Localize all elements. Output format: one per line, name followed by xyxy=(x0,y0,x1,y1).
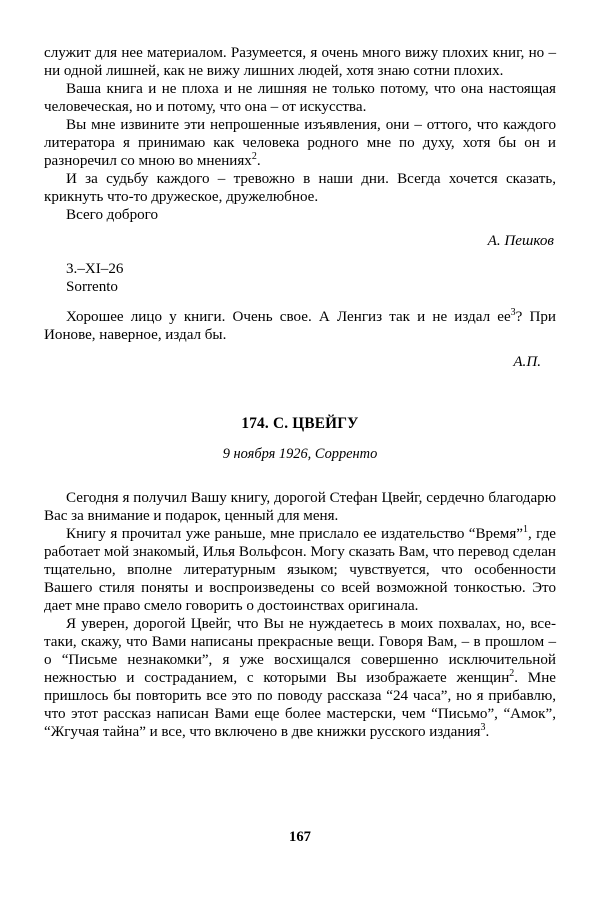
footnote-marker-3: 3 xyxy=(510,306,516,318)
paragraph-ya-uveren xyxy=(44,615,556,741)
signature-ap: А.П. xyxy=(513,353,541,370)
footnote-marker-2: 2 xyxy=(251,151,257,163)
page-number: 167 xyxy=(289,829,311,845)
letter-date: 3.–XI–26 xyxy=(66,260,124,277)
paragraph-text-a: Книгу я прочитал уже раньше, мне прислало ее издательство “Время” xyxy=(66,525,523,542)
paragraph-vsego-dobrogo: Всего доброго xyxy=(66,207,159,224)
section-dateline: 9 ноября 1926, Сорренто xyxy=(222,445,378,462)
paragraph-text: Вы мне извините эти непрошенные изъявления, они – оттого, что каждого литератора я принимаю как человека родного мне по духу, хотя бы он и разноречил со мною во мнениях xyxy=(44,117,556,170)
paragraph-i-za-sudbu: И за судьбу каждого – тревожно в наши дни. Всегда хочется сказать, крикнуть что-то дружеское, дружелюбное. xyxy=(44,171,556,206)
spacer-before-postscript xyxy=(44,296,556,308)
paragraph-knigu-ya-prochital xyxy=(44,525,556,615)
paragraph-vasha-kniga: Ваша книга и не плоха и не лишняя не только потому, что она настоящая человеческая, но и потому, что она – от искусства. xyxy=(44,81,556,116)
postscript-text-b: ? При Ионове, наверное, издал бы. xyxy=(44,308,556,343)
footnote-marker-3b: 3 xyxy=(480,722,486,734)
paragraph-segodnya: Сегодня я получил Вашу книгу, дорогой Стефан Цвейг, сердечно благодарю Вас за внимание и подарок, ценный для меня. xyxy=(44,489,556,524)
spacer-before-title xyxy=(44,371,556,415)
paragraph-text-tail: . xyxy=(256,153,261,170)
letter-place: Sorrento xyxy=(66,278,118,295)
footnote-marker-2b: 2 xyxy=(509,668,515,680)
paragraph-text-c: . xyxy=(485,724,490,741)
paragraph-text-b: . Мне пришлось бы повторить все это по поводу рассказа “24 часа”, но я прибавлю, что этот рассказ написан Вами еще более мастерски, чем “Письмо”, “Амок”, “Жгучая тайна” и все, что включено в две книжки русского издания xyxy=(44,670,556,741)
section-title: 174. С. ЦВЕЙГУ xyxy=(241,414,359,432)
paragraph-continuation: служит для нее материалом. Разумеется, я очень много вижу плохих книг, но – ни одной лишней, как не вижу лишних людей, хотя знаю сотни плохих. xyxy=(44,45,556,80)
page-text-block xyxy=(44,44,556,741)
footnote-marker-1: 1 xyxy=(523,523,528,535)
paragraph-text-b: , где работает мой знакомый, Илья Вольфсон. Могу сказать Вам, что перевод сделан тщательно, вполне литературным языком; чувствуется, что особенности Вашего стиля поняты и воспроизведены со всей возможной тонкостью. Это дает мне право смело говорить о достоинствах оригинала. xyxy=(44,525,556,615)
postscript-text-a: Хорошее лицо у книги. Очень свое. А Ленгиз так и не издал ее xyxy=(66,308,511,325)
paragraph-postscript xyxy=(44,308,556,344)
date-place-block xyxy=(44,260,556,296)
paragraph-text-a: Я уверен, дорогой Цвейг, что Вы не нуждаетесь в моих похвалах, но, все-таки, скажу, что Вами написаны прекрасные вещи. Говоря Вам, – в прошлом – о “Письме незнакомки”, я уже восхищался совершенно исключительной нежностью и состраданием, с которыми Вы изображаете женщин xyxy=(44,616,556,687)
signature-peshkov: А. Пешков xyxy=(487,233,554,250)
spacer-title-dateline xyxy=(44,433,556,445)
spacer-after-dateline xyxy=(44,463,556,489)
paragraph-vy-mne-izvinite xyxy=(44,116,556,170)
